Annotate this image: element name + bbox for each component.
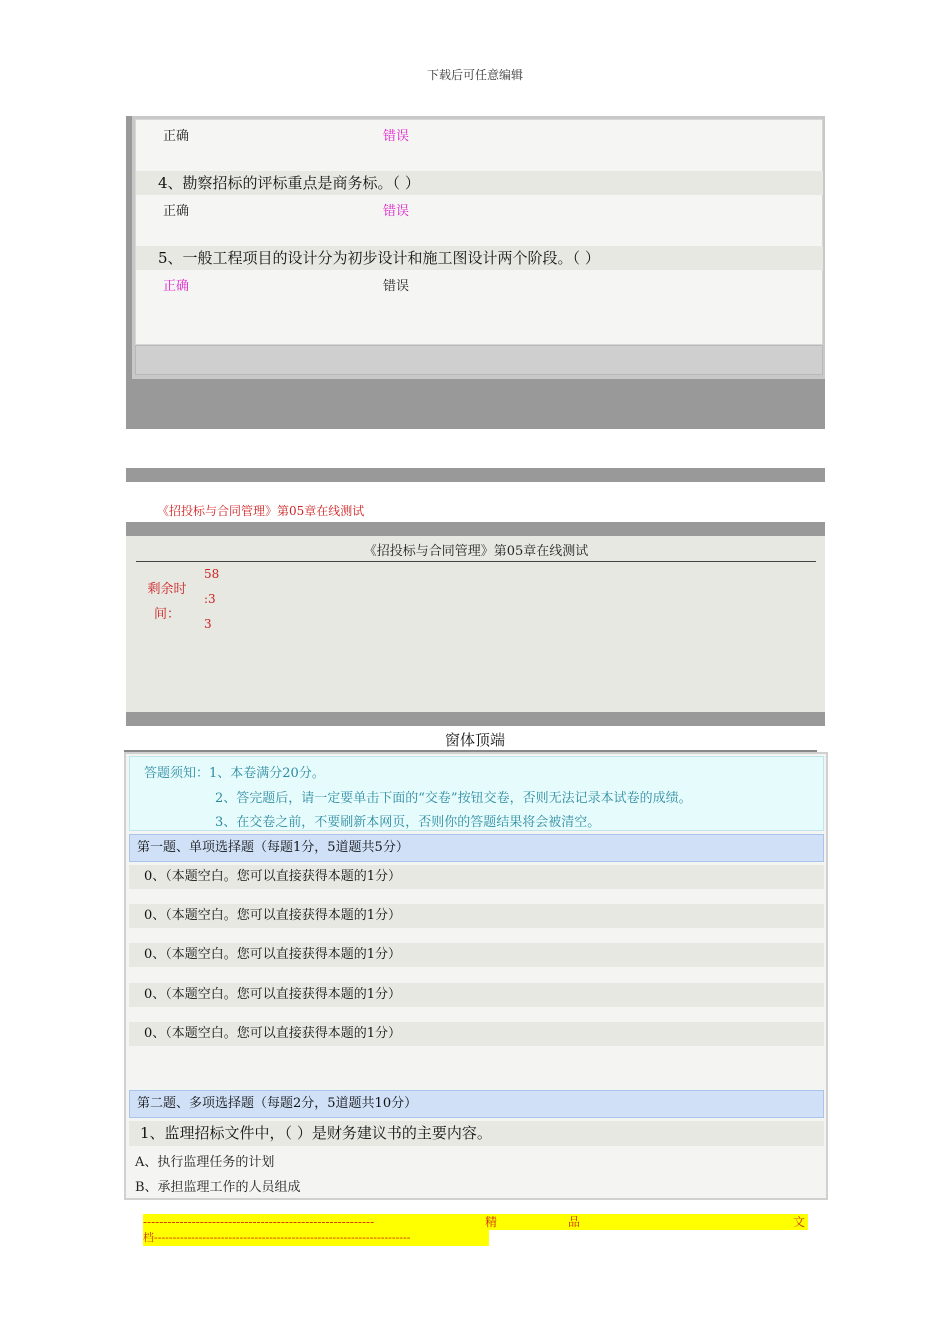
quiz-panel-footer	[135, 345, 823, 375]
footer-dashes: ---------------------------------------------------------	[143, 1215, 375, 1229]
notice-line-2: 2、答完题后，请一定要单击下面的“交卷”按钮交卷，否则无法记录本试卷的成绩。	[215, 791, 692, 806]
blank-question-row: 0、（本题空白。您可以直接获得本题的1分）	[129, 943, 824, 967]
notice-line-3: 3、在交卷之前，不要刷新本网页，否则你的答题结果将会被清空。	[215, 815, 601, 830]
footer-char-2: 品	[568, 1215, 581, 1229]
question-4: 4、勘察招标的评标重点是商务标。（ ）	[136, 171, 823, 195]
blank-question-row: 0、（本题空白。您可以直接获得本题的1分）	[129, 865, 824, 889]
multi-option-b[interactable]: B、承担监理工作的人员组成	[135, 1180, 301, 1195]
q3-option-true[interactable]: 正确	[163, 129, 190, 144]
title-divider	[136, 561, 816, 562]
separator-bar	[126, 468, 825, 482]
exam-header-panel	[126, 536, 825, 712]
exam-header-bottom-bar	[126, 712, 825, 726]
footer-char-3: 文	[793, 1215, 806, 1229]
blank-question-row: 0、（本题空白。您可以直接获得本题的1分）	[129, 1022, 824, 1046]
notice-line-1: 答题须知：1、本卷满分20分。	[144, 766, 325, 781]
section-multiple-choice-header: 第二题、多项选择题（每题2分，5道题共10分）	[129, 1090, 824, 1118]
blank-question-row: 0、（本题空白。您可以直接获得本题的1分）	[129, 983, 824, 1007]
q3-option-false[interactable]: 错误	[383, 129, 410, 144]
exam-link[interactable]: 《招投标与合同管理》第05章在线测试	[157, 504, 365, 518]
q4-option-false[interactable]: 错误	[383, 204, 410, 219]
q5-option-true[interactable]: 正确	[163, 279, 190, 294]
exam-header-top-bar	[126, 522, 825, 536]
answer-notice	[129, 756, 824, 831]
page-header-note: 下载后可任意编辑	[426, 68, 523, 82]
section-single-choice-header: 第一题、单项选择题（每题1分，5道题共5分）	[129, 834, 824, 862]
timer-seconds-a: :3	[204, 592, 216, 606]
timer-minutes: 58	[204, 567, 220, 581]
question-5: 5、一般工程项目的设计分为初步设计和施工图设计两个阶段。（ ）	[136, 246, 823, 270]
exam-title: 《招投标与合同管理》第05章在线测试	[363, 544, 589, 559]
footer-line-2: 档---------------------------------------------------------------------	[143, 1231, 411, 1244]
blank-question-row: 0、（本题空白。您可以直接获得本题的1分）	[129, 904, 824, 928]
time-remaining-label: 剩余时	[147, 582, 187, 597]
multi-question-1: 1、监理招标文件中，（ ）是财务建议书的主要内容。	[129, 1121, 824, 1146]
q5-option-false[interactable]: 错误	[383, 279, 410, 294]
multi-option-a[interactable]: A、执行监理任务的计划	[135, 1155, 275, 1170]
form-top-label: 窗体顶端	[444, 731, 505, 749]
q4-option-true[interactable]: 正确	[163, 204, 190, 219]
timer-seconds-b: 3	[204, 617, 212, 631]
quiz-panel-inner	[135, 119, 823, 345]
footer-char-1: 精	[485, 1215, 498, 1229]
time-remaining-label-2: 间：	[153, 607, 180, 622]
